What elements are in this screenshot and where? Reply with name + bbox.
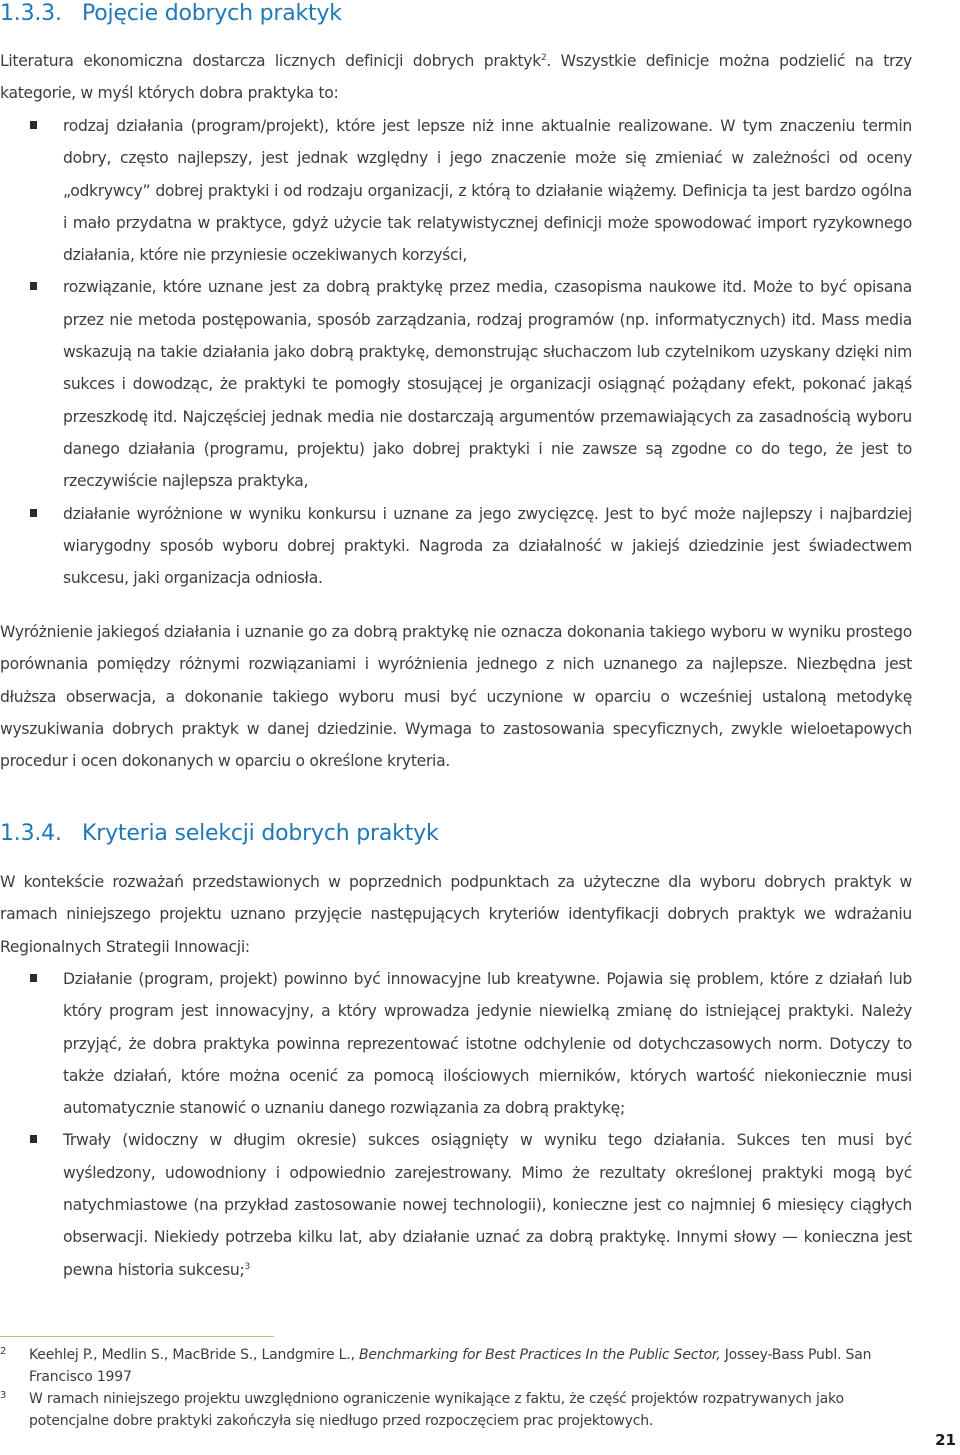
section-heading-1-3-4 [0,820,439,848]
intro-tail: . Wszystkie definicje można podzielić na trzy kategorie, w myśl których dobra praktyka to: [0,52,912,103]
list-item-text: Trwały (widoczny w długim okresie) sukces osiągnięty w wyniku tego działania. Sukces ten musi być wyśledzony, udowodniony i odpowiednio zarejestrowany. Mimo że rezultaty określonej praktyki mogą być natychmiastowe (na przykład zastosowanie nowej technologii), konieczne jest co najmniej 6 miesięcy ciągłych obserwacji. Niekiedy potrzeba kilku lat, aby działanie uznać za dobrą praktykę. Innymi słowy — konieczna jest pewna historia sukcesu; [63,1131,912,1279]
body-paragraph: Wyróżnienie jakiegoś działania i uznanie go za dobrą praktykę nie oznacza dokonania takiego wyboru w wyniku prostego porównania pomiędzy różnymi rozwiązaniami i wyróżnienia jednego z nich uznanego za najlepsze. Niezbędna jest dłuższa obserwacja, a dokonanie takiego wyboru musi być uczynione w oparciu o wcześniej ustaloną metodykę wyszukiwania dobrych praktyk w danej dziedzinie. Wymaga to zastosowania specyficznych, zwykle wieloetapowych procedur i ocen dokonanych w oparciu o określone kryteria. [0,623,912,771]
list-item [0,1124,912,1285]
footnote-text: W ramach niniejszego projektu uwzględniono ograniczenie wynikające z faktu, że część projektów rozpatrywanych jako potencjalne dobre praktyki zakończyła się niedługo przed rozpoczęciem prac projektowych. [29,1391,844,1429]
footnote-number: 2 [0,1346,7,1357]
footnote-2 [0,1344,880,1388]
footnote-publisher: Jossey-Bass Publ. San Francisco 1997 [29,1347,872,1385]
footnote-book-title: Benchmarking for Best Practices In the Public Sector, [358,1347,721,1363]
footnotes [0,1344,880,1432]
section-number: 1.3.4. [0,821,62,846]
definitions-list [0,110,912,594]
footnote-number: 3 [0,1390,7,1401]
footnote-3 [0,1388,880,1432]
intro-paragraph [0,45,912,110]
intro-text: Literatura ekonomiczna dostarcza licznych definicji dobrych praktyk [0,52,541,70]
criteria-list [0,963,912,1286]
section-number: 1.3.3. [0,1,62,26]
list-item: Działanie (program, projekt) powinno być innowacyjne lub kreatywne. Pojawia się problem, które z działań lub który program jest innowacyjny, a który wprowadza jedynie niewielką zmianę do istniejącej praktyki. Należy przyjąć, że dobra praktyka powinna reprezentować istotne odchylenie od dotychczasowych norm. Dotyczy to także działań, które można ocenić za pomocą ilościowych mierników, których wartość niekoniecznie musi automatycznie stanowić o uznaniu danego rozwiązania za dobrą praktykę; [0,963,912,1124]
footnote-ref-3[interactable]: 3 [244,1261,250,1272]
footnote-authors: Keehlej P., Medlin S., MacBride S., Landgmire L., [29,1347,359,1363]
footnote-ref-2[interactable]: 2 [540,53,547,63]
criteria-intro-paragraph: W kontekście rozważań przedstawionych w poprzednich podpunktach za użyteczne dla wyboru dobrych praktyk w ramach niniejszego projektu uznano przyjęcie następujących kryteriów identyfikacji dobrych praktyk we wdrażaniu Regionalnych Strategii Innowacji: [0,873,912,956]
list-item: rodzaj działania (program/projekt), które jest lepsze niż inne aktualnie realizowane. W tym znaczeniu termin dobry, często najlepszy, jest jednak względny i jego znaczenie może się zmieniać w zależności od oceny „odkrywcy” dobrej praktyki i od rodzaju organizacji, z którą to działanie wiążemy. Definicja ta jest bardzo ogólna i mało przydatna w praktyce, gdyż użycie tak relatywistycznej definicji może spowodować import ryzykownego działania, które nie przyniesie oczekiwanych korzyści, [0,110,912,271]
section-title: Pojęcie dobrych praktyk [82,1,342,26]
page-number: 21 [935,1431,956,1449]
section-title: Kryteria selekcji dobrych praktyk [82,821,439,846]
list-item: działanie wyróżnione w wyniku konkursu i uznane za jego zwycięzcę. Jest to być może najlepszy i najbardziej wiarygodny sposób wyboru dobrej praktyki. Nagroda za działalność w jakiejś dziedzinie jest świadectwem sukcesu, jaki organizacja odniosła. [0,498,912,595]
list-item: rozwiązanie, które uznane jest za dobrą praktykę przez media, czasopisma naukowe itd. Może to być opisana przez nie metoda postępowania, sposób zarządzania, rodzaj programów (np. informatycznych) itd. Mass media wskazują na takie działania jako dobrą praktykę, demonstrując słuchaczom lub czytelnikom uzyskany dzięki nim sukces i dowodząc, że praktyki te pomogły stosującej je organizacji osiągnąć pożądany efekt, pokonać jakąś przeszkodę itd. Najczęściej jednak media nie dostarczają argumentów przemawiających za zasadnością wyboru danego działania (programu, projektu) jako dobrej praktyki i nie zawsze są zgodne co do tego, że jest to rzeczywiście najlepsza praktyka, [0,271,912,497]
section-heading-1-3-3 [0,0,342,28]
footnote-divider [0,1336,274,1337]
